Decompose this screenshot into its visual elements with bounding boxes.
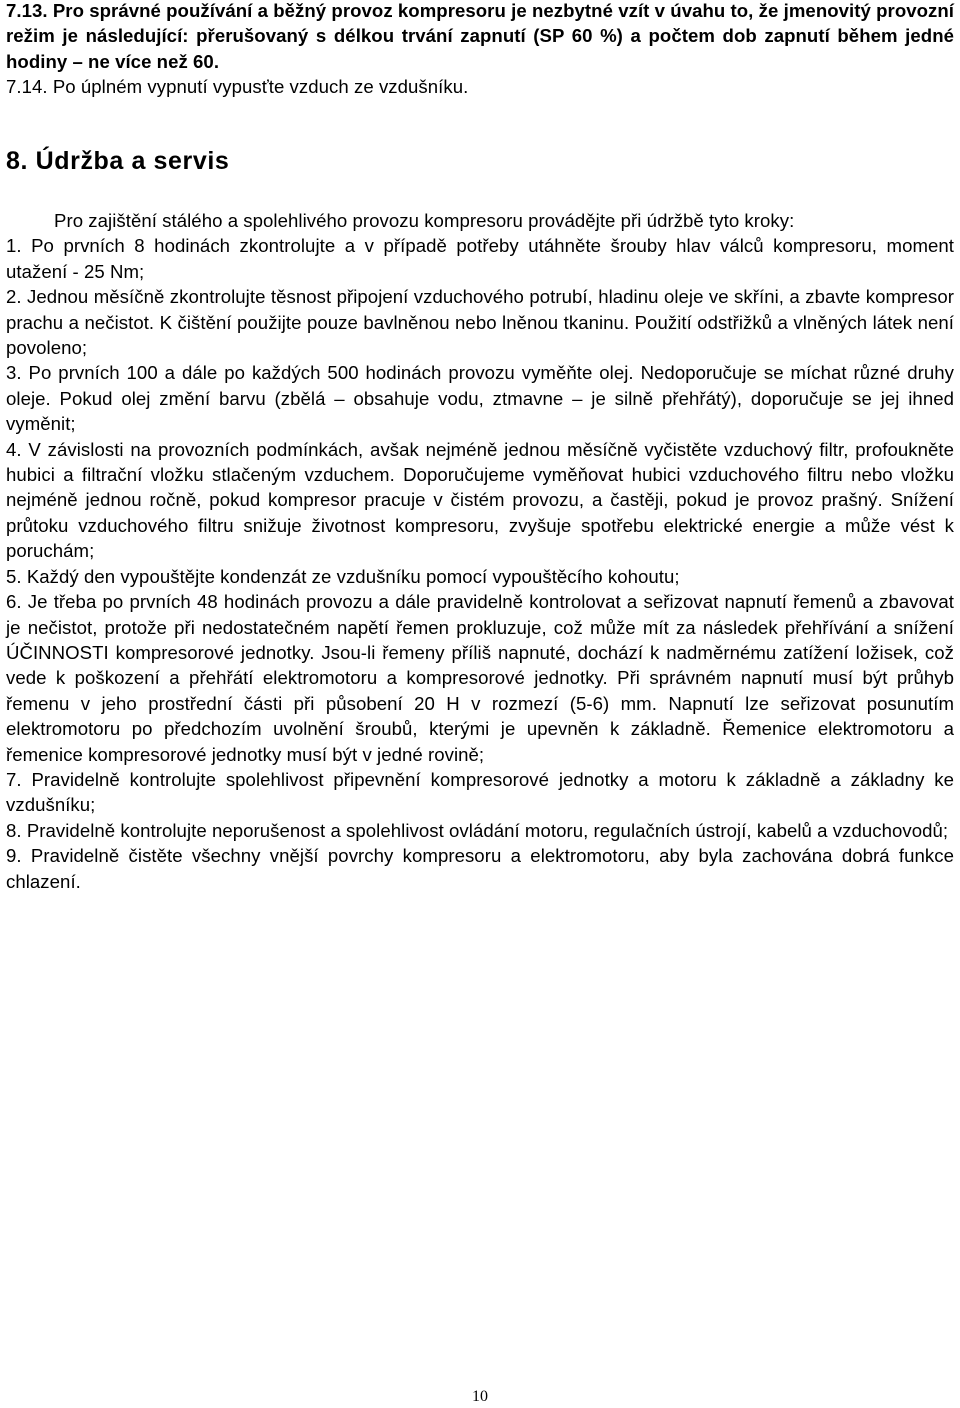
maintenance-item: 9. Pravidelně čistěte všechny vnější povrchy kompresoru a elektromotoru, aby byla zachována dobrá funkce chlazení. bbox=[6, 845, 954, 892]
maintenance-section-body bbox=[6, 208, 954, 894]
maintenance-item: 1. Po prvních 8 hodinách zkontrolujte a v případě potřeby utáhněte šrouby hlav válců kompresoru, moment utažení - 25 Nm; bbox=[6, 235, 954, 282]
maintenance-item: 7. Pravidelně kontrolujte spolehlivost připevnění kompresorové jednotky a motoru k základně a základny ke vzdušníku; bbox=[6, 768, 954, 816]
maintenance-item: 5. Každý den vypouštějte kondenzát ze vzdušníku pomocí vypouštěcího kohoutu; bbox=[6, 565, 680, 587]
intro-text bbox=[6, 0, 954, 100]
intro-paragraph-air-release: 7.14. Po úplném vypnutí vypusťte vzduch ze vzdušníku. bbox=[6, 76, 469, 98]
page-number: 10 bbox=[472, 1388, 488, 1405]
maintenance-item: 3. Po prvních 100 a dále po každých 500 hodinách provozu vyměňte olej. Nedoporučuje se míchat různé druhy oleje. Pokud olej změní barvu (zbělá – obsahuje vodu, ztmavne – je silně přehřátý), doporučuje se jej ihned vyměnit; bbox=[6, 362, 954, 435]
maintenance-item: 4. V závislosti na provozních podmínkách, avšak nejméně jednou měsíčně vyčistěte vzduchový filtr, profoukněte hubici a filtrační vložku stlačeným vzduchem. Doporučujeme vyměňovat hubici vzduchového filtru nebo vložku nejméně jednou ročně, pokud kompresor pracuje v čistém provozu, a častěji, pokud je provoz prašný. Snížení průtoku vzduchového filtru snižuje životnost kompresoru, zvyšuje spotřebu elektrické energie a může vést k poruchám; bbox=[6, 438, 954, 562]
intro-paragraph-operating-mode: 7.13. Pro správné používání a běžný provoz kompresoru je nezbytné vzít v úvahu to, že jmenovitý provozní režim je následující: přerušovaný s délkou trvání zapnutí (SP 60 %) a počtem dob zapnutí během jedné hodiny – ne více než 60. bbox=[6, 0, 954, 72]
maintenance-item: 6. Je třeba po prvních 48 hodinách provozu a dále pravidelně kontrolovat a seřizovat napnutí řemenů a zbavovat je nečistot, protože při nedostatečném napětí řemen prokluzuje, což může mít za následek přehřívání a snížení ÚČINNOSTI kompresorové jednotky. Jsou-li řemeny příliš napnuté, dochází k nadměrnému zatížení ložisek, což vede k poškození a přehřátí elektromotoru a kompresorové jednotky. Při správném napnutí musí být průhyb řemenu v jeho prostřední části při působení 20 H v rozmezí (5-6) mm. Napnutí lze seřizovat posunutím elektromotoru po předchozím uvolnění šroubů, kterými je upevněn k základně. Řemenice elektromotoru a řemenice kompresorové jednotky musí být v jedné rovině; bbox=[6, 591, 954, 765]
maintenance-lead: Pro zajištění stálého a spolehlivého provozu kompresoru provádějte při údržbě tyto kroky: bbox=[54, 210, 795, 231]
maintenance-item: 8. Pravidelně kontrolujte neporušenost a spolehlivost ovládání motoru, regulačních ústrojí, kabelů a vzduchovodů; bbox=[6, 819, 949, 841]
maintenance-item: 2. Jednou měsíčně zkontrolujte těsnost připojení vzduchového potrubí, hladinu oleje ve skříni, a zbavte kompresor prachu a nečistot. K čištění použijte pouze bavlněnou nebo lněnou tkaninu. Použití odstřižků a vlněných látek není povoleno; bbox=[6, 286, 954, 359]
section-heading: 8. Údržba a servis bbox=[6, 147, 230, 175]
